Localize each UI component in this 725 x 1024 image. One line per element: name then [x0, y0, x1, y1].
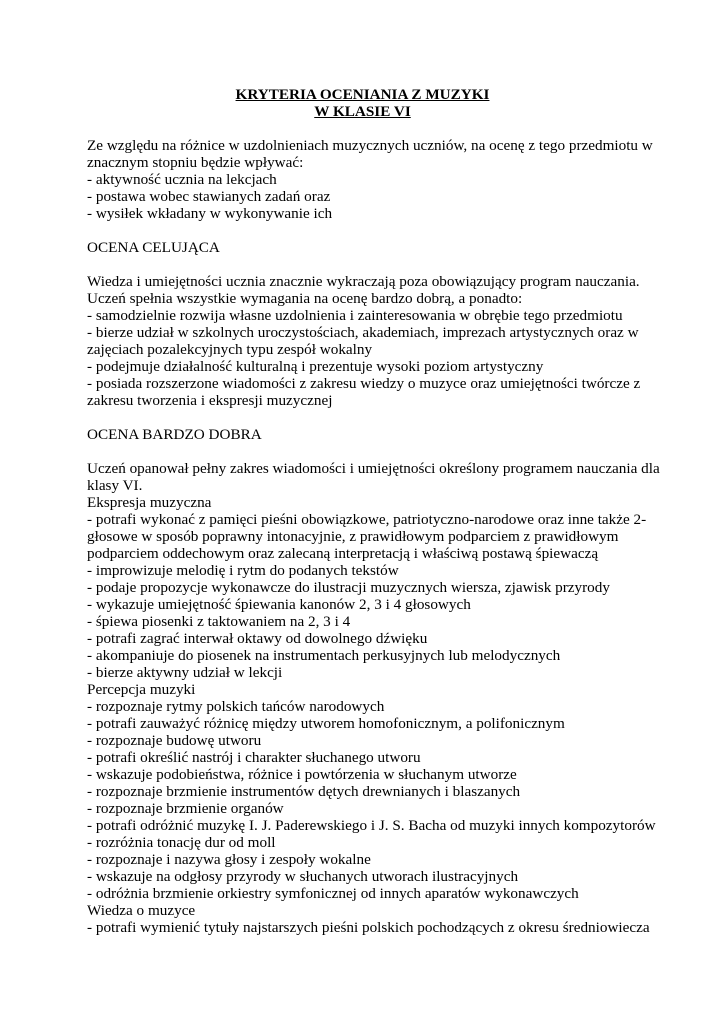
criteria-line: - akompaniuje do piosenek na instrumentach perkusyjnych lub melodycznych: [87, 647, 561, 664]
criteria-line: - potrafi zauważyć różnicę między utworem homofonicznym, a polifonicznym: [87, 715, 565, 732]
criteria-line: - potrafi odróżnić muzykę I. J. Paderewskiego i J. S. Bacha od muzyki innych kompozytorów: [87, 817, 656, 834]
criteria-line: - śpiewa piosenki z taktowaniem na 2, 3 i 4: [87, 613, 351, 630]
criteria-line: - podaje propozycje wykonawcze do ilustracji muzycznych wiersza, zjawisk przyrody: [87, 579, 610, 596]
spacer: [87, 222, 647, 239]
criteria-line: - wskazuje podobieństwa, różnice i powtórzenia w słuchanym utworze: [87, 766, 517, 783]
title-line-1: KRYTERIA OCENIANIA Z MUZYKI: [235, 86, 490, 103]
spacer: [87, 443, 647, 460]
section-heading: OCENA BARDZO DOBRA: [87, 426, 262, 443]
title-line-2: W KLASIE VI: [314, 103, 411, 120]
criteria-line: - improwizuje melodię i rytm do podanych tekstów: [87, 562, 399, 579]
criteria-line: zajęciach pozalekcyjnych typu zespół wokalny: [87, 341, 373, 358]
intro-line: - postawa wobec stawianych zadań oraz: [87, 188, 331, 205]
intro-line: - aktywność ucznia na lekcjach: [87, 171, 277, 188]
section-celujaca: [87, 239, 647, 409]
criteria-line: - potrafi wymienić tytuły najstarszych pieśni polskich pochodzących z okresu średniowiecza: [87, 919, 650, 936]
criteria-line: Wiedza i umiejętności ucznia znacznie wykraczają poza obowiązujący program nauczania.: [87, 273, 640, 290]
subsection-heading: Ekspresja muzyczna: [87, 494, 212, 511]
criteria-line: podparciem oddechowym oraz zalecaną interpretacją i właściwą postawą śpiewaczą: [87, 545, 599, 562]
section-heading: OCENA CELUJĄCA: [87, 239, 220, 256]
criteria-line: Uczeń spełnia wszystkie wymagania na ocenę bardzo dobrą, a ponadto:: [87, 290, 523, 307]
intro-line: znacznym stopniu będzie wpływać:: [87, 154, 304, 171]
criteria-line: - odróżnia brzmienie orkiestry symfonicznej od innych aparatów wykonawczych: [87, 885, 579, 902]
subsection-heading: Percepcja muzyki: [87, 681, 196, 698]
criteria-line: - podejmuje działalność kulturalną i prezentuje wysoki poziom artystyczny: [87, 358, 544, 375]
criteria-line: - bierze udział w szkolnych uroczystościach, akademiach, imprezach artystycznych oraz w: [87, 324, 639, 341]
criteria-line: - rozpoznaje brzmienie instrumentów dętych drewnianych i blaszanych: [87, 783, 521, 800]
criteria-line: - potrafi określić nastrój i charakter słuchanego utworu: [87, 749, 421, 766]
criteria-line: głosowe w sposób poprawny intonacyjnie, z prawidłowym podparciem z prawidłowym: [87, 528, 619, 545]
criteria-line: - potrafi zagrać interwał oktawy od dowolnego dźwięku: [87, 630, 428, 647]
criteria-line: zakresu tworzenia i ekspresji muzycznej: [87, 392, 333, 409]
document-title: [0, 86, 725, 120]
criteria-line: - rozróżnia tonację dur od moll: [87, 834, 276, 851]
intro-line: Ze względu na różnice w uzdolnieniach muzycznych uczniów, na ocenę z tego przedmiotu w: [87, 137, 653, 154]
criteria-line: - samodzielnie rozwija własne uzdolnienia i zainteresowania w obrębie tego przedmiotu: [87, 307, 623, 324]
intro-section: [87, 137, 653, 222]
criteria-line: - rozpoznaje budowę utworu: [87, 732, 262, 749]
spacer: [87, 256, 647, 273]
criteria-line: - bierze aktywny udział w lekcji: [87, 664, 283, 681]
criteria-line: - rozpoznaje i nazywa głosy i zespoły wokalne: [87, 851, 371, 868]
criteria-line: Uczeń opanował pełny zakres wiadomości i umiejętności określony programem nauczania dla: [87, 460, 660, 477]
criteria-line: - potrafi wykonać z pamięci pieśni obowiązkowe, patriotyczno-narodowe oraz inne także 2-: [87, 511, 647, 528]
criteria-line: - wskazuje na odgłosy przyrody w słuchanych utworach ilustracyjnych: [87, 868, 519, 885]
criteria-line: - wykazuje umiejętność śpiewania kanonów 2, 3 i 4 głosowych: [87, 596, 471, 613]
spacer: [87, 409, 647, 426]
intro-line: - wysiłek wkładany w wykonywanie ich: [87, 205, 333, 222]
subsection-heading: Wiedza o muzyce: [87, 902, 196, 919]
criteria-line: - rozpoznaje brzmienie organów: [87, 800, 284, 817]
section-bardzo-dobra: [87, 426, 660, 936]
criteria-line: - rozpoznaje rytmy polskich tańców narodowych: [87, 698, 385, 715]
criteria-line: - posiada rozszerzone wiadomości z zakresu wiedzy o muzyce oraz umiejętności twórcze z: [87, 375, 641, 392]
document-body: [87, 137, 660, 936]
criteria-line: klasy VI.: [87, 477, 143, 494]
